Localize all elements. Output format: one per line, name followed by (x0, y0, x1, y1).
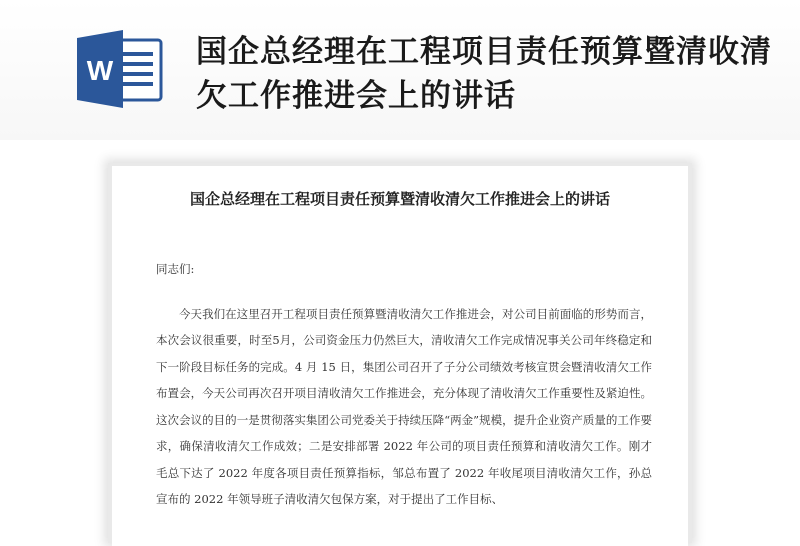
document-paragraph: 今天我们在这里召开工程项目责任预算暨清收清欠工作推进会，对公司目前面临的形势而言，本次会议很重要，时至5月，公司资金压力仍然巨大，清收清欠工作完成情况事关公司年终稳定和下一阶段目标任务的完成。4 月 15 日，集团公司召开了子分公司绩效考核宣贯会暨清收清欠工作布置会，今天公司再次召开项目清收清欠工作推进会，充分体现了清收清欠工作重要性及紧迫性。这次会议的目的一是贯彻落实集团公司党委关于持续压降“两金”规模，提升企业资产质量的工作要求，确保清收清欠工作成效；二是安排部署 2022 年公司的项目责任预算和清收清欠工作。刚才毛总下达了 2022 年度各项目责任预算指标，邹总布置了 2022 年收尾项目清收清欠工作，孙总宣布的 2022 年领导班子清收清欠包保方案，对于提出了工作目标、 (156, 306, 652, 506)
banner-title: 国企总经理在工程项目责任预算暨清收清欠工作推进会上的讲话 (196, 34, 772, 114)
document-page (112, 166, 688, 546)
banner (0, 0, 800, 140)
word-icon-letter: W (86, 55, 114, 86)
document-greeting: 同志们: (156, 262, 195, 276)
word-icon (75, 30, 165, 108)
document-title: 国企总经理在工程项目责任预算暨清收清欠工作推进会上的讲话 (189, 190, 610, 208)
document-body (156, 256, 652, 513)
